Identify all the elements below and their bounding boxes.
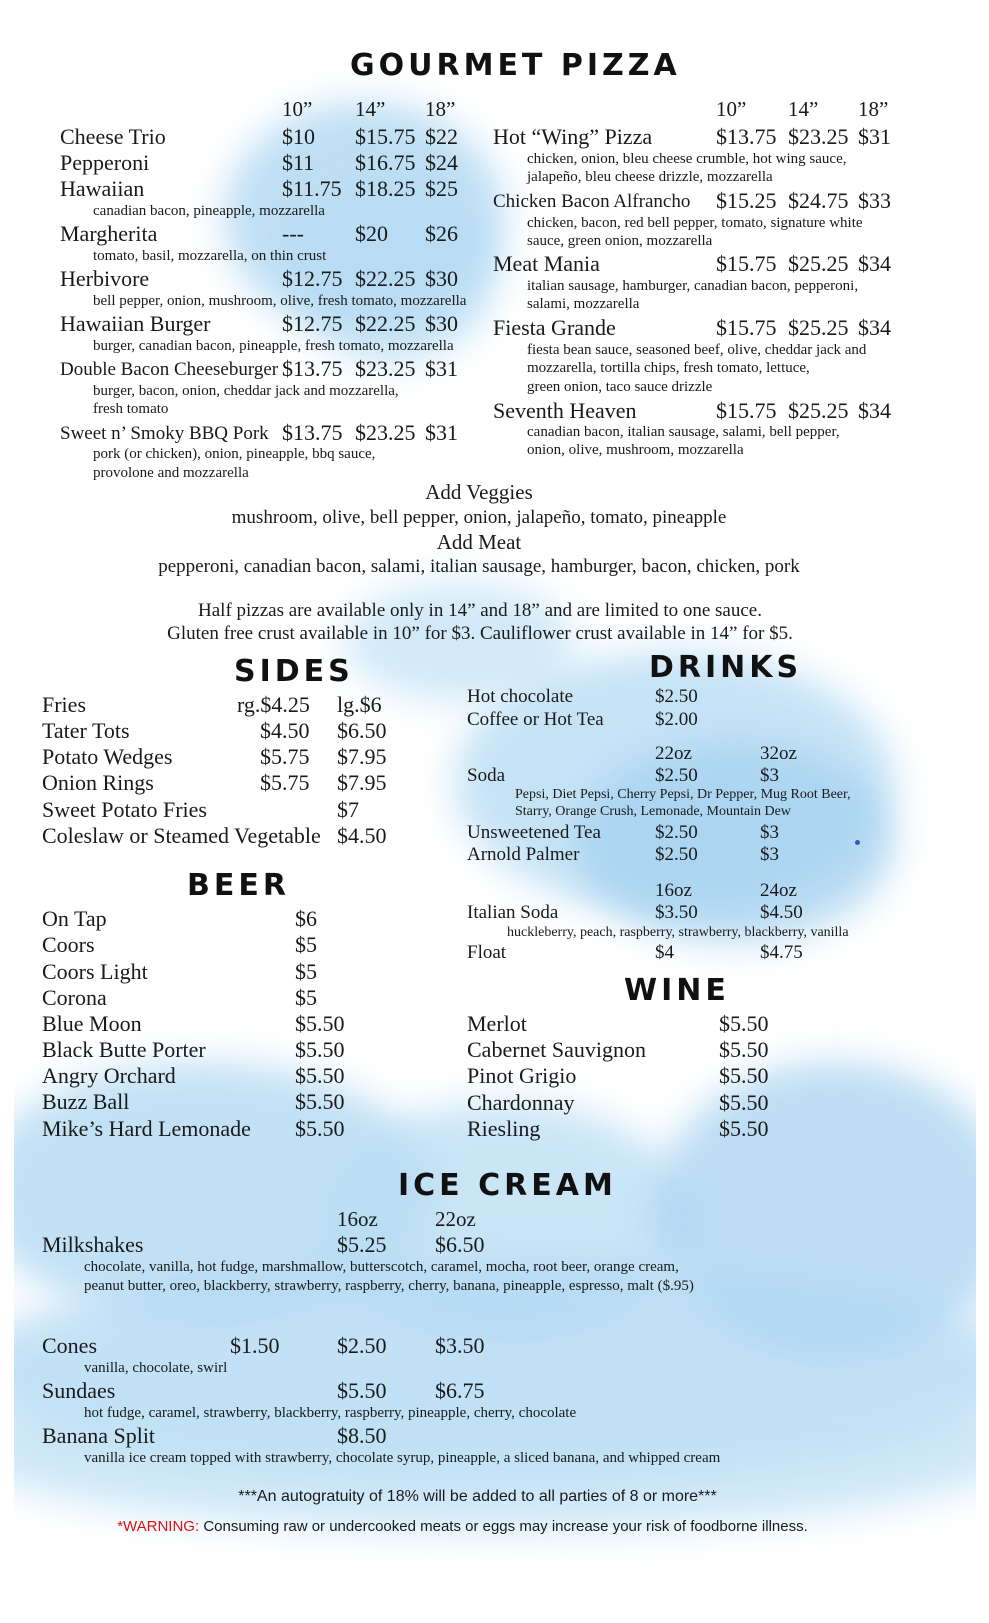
price-10: $15.75	[716, 398, 777, 423]
pizza-section-title: GOURMET PIZZA	[350, 48, 681, 83]
pizza-description: italian sausage, hamburger, canadian bacon, pepperoni,	[527, 278, 859, 294]
icecream-price: $5.50	[337, 1378, 387, 1403]
pizza-description: jalapeño, bleu cheese drizzle, mozzarella	[527, 169, 773, 185]
autogratuity-note: ***An autogratuity of 18% will be added to all parties of 8 or more***	[238, 1488, 717, 1505]
side-price-large: $7.95	[337, 744, 387, 769]
size-header-10: 10”	[716, 97, 747, 121]
size-header-14: 14”	[355, 97, 386, 121]
milkshake-flavors: peanut butter, oreo, blackberry, strawberry, raspberry, cherry, banana, pineapple, espresso, malt ($.95)	[84, 1278, 694, 1294]
side-price-large: $7	[337, 797, 359, 822]
price-18: $31	[425, 420, 458, 445]
drink-size-header: 32oz	[760, 743, 797, 764]
price-18: $31	[858, 124, 891, 149]
icecream-name: Cones	[42, 1333, 97, 1358]
side-price-regular: $5.75	[260, 744, 310, 769]
drink-size-header: 22oz	[655, 743, 692, 764]
price-18: $33	[858, 188, 891, 213]
warning-label: *WARNING:	[117, 1518, 200, 1535]
side-price-regular: $5.75	[260, 770, 310, 795]
sundae-toppings: hot fudge, caramel, strawberry, blackberry, raspberry, pineapple, cherry, chocolate	[84, 1405, 577, 1421]
beer-price: $5.50	[295, 1089, 345, 1114]
price-18: $22	[425, 124, 458, 149]
drinks-section-title: DRINKS	[649, 650, 803, 685]
drink-price: $3	[760, 844, 779, 865]
drink-name: Arnold Palmer	[467, 844, 580, 865]
beer-price: $6	[295, 906, 317, 931]
pizza-description: salami, mozzarella	[527, 296, 640, 312]
beer-price: $5	[295, 959, 317, 984]
add-meat-title: Add Meat	[436, 530, 522, 554]
price-14: $18.25	[355, 176, 416, 201]
drink-name: Soda	[467, 765, 505, 786]
wine-price: $5.50	[719, 1037, 769, 1062]
wine-price: $5.50	[719, 1090, 769, 1115]
pizza-description: sauce, green onion, mozzarella	[527, 233, 713, 249]
half-pizza-note: Half pizzas are available only in 14” and 18” and are limited to one sauce.	[198, 600, 762, 621]
add-veggies-title: Add Veggies	[425, 480, 533, 504]
price-10: $11.75	[282, 176, 342, 201]
pizza-name: Meat Mania	[493, 251, 600, 276]
drink-name: Italian Soda	[467, 902, 559, 923]
side-name: Fries	[42, 692, 86, 717]
side-price-large: lg.$6	[337, 692, 382, 717]
price-18: $34	[858, 251, 891, 276]
add-veggies-list: mushroom, olive, bell pepper, onion, jalapeño, tomato, pineapple	[231, 507, 727, 528]
price-10: $10	[282, 124, 315, 149]
price-10: $12.75	[282, 311, 343, 336]
wine-name: Merlot	[467, 1011, 527, 1036]
soda-description: Pepsi, Diet Pepsi, Cherry Pepsi, Dr Pepper, Mug Root Beer,	[515, 787, 851, 802]
icecream-price: $6.75	[435, 1378, 485, 1403]
price-10: $13.75	[716, 124, 777, 149]
pizza-description: tomato, basil, mozzarella, on thin crust	[93, 248, 327, 264]
wine-name: Riesling	[467, 1116, 541, 1141]
drink-price: $3	[760, 765, 779, 786]
price-14: $23.25	[788, 124, 849, 149]
pizza-description: burger, canadian bacon, pineapple, fresh tomato, mozzarella	[93, 338, 454, 354]
pizza-description: chicken, onion, bleu cheese crumble, hot wing sauce,	[527, 151, 847, 167]
price-14: $20	[355, 221, 388, 246]
icecream-price: $5.25	[337, 1232, 387, 1257]
icecream-price: $8.50	[337, 1423, 387, 1448]
pizza-description: canadian bacon, pineapple, mozzarella	[93, 203, 325, 219]
pizza-description: green onion, taco sauce drizzle	[527, 379, 713, 395]
price-14: $25.25	[788, 251, 849, 276]
price-10: $12.75	[282, 266, 343, 291]
warning-notice	[0, 1518, 925, 1535]
beer-section-title: BEER	[187, 868, 290, 903]
beer-name: Coors Light	[42, 959, 148, 984]
pizza-name: Chicken Bacon Alfrancho	[493, 191, 691, 212]
icecream-price: $2.50	[337, 1333, 387, 1358]
side-name: Potato Wedges	[42, 744, 173, 769]
side-price-regular: rg.$4.25	[237, 692, 310, 717]
wine-price: $5.50	[719, 1116, 769, 1141]
pizza-name: Pepperoni	[60, 150, 150, 175]
pizza-name: Margherita	[60, 221, 158, 246]
pizza-name: Hawaiian	[60, 176, 145, 201]
price-14: $25.25	[788, 398, 849, 423]
price-14: $24.75	[788, 188, 849, 213]
drink-name: Float	[467, 942, 507, 963]
side-price-large: $7.95	[337, 770, 387, 795]
beer-price: $5.50	[295, 1037, 345, 1062]
price-10: $15.75	[716, 315, 777, 340]
pizza-description: onion, olive, mushroom, mozzarella	[527, 442, 744, 458]
icecream-price: $6.50	[435, 1232, 485, 1257]
size-header-18: 18”	[425, 97, 456, 121]
pizza-description: provolone and mozzarella	[93, 465, 249, 481]
beer-price: $5.50	[295, 1063, 345, 1088]
pizza-name: Seventh Heaven	[493, 398, 637, 423]
beer-price: $5.50	[295, 1011, 345, 1036]
wine-name: Cabernet Sauvignon	[467, 1037, 647, 1062]
crust-note: Gluten free crust available in 10” for $3. Cauliflower crust available in 14” for $5.	[167, 623, 793, 644]
side-price-regular: $4.50	[260, 718, 310, 743]
price-10: $15.25	[716, 188, 777, 213]
add-meat-list: pepperoni, canadian bacon, salami, italian sausage, hamburger, bacon, chicken, pork	[158, 556, 800, 577]
wine-section-title: WINE	[624, 973, 730, 1008]
icecream-size-header: 22oz	[435, 1207, 476, 1231]
price-10: $15.75	[716, 251, 777, 276]
beer-price: $5	[295, 932, 317, 957]
beer-name: Black Butte Porter	[42, 1037, 206, 1062]
drink-name: Coffee or Hot Tea	[467, 709, 604, 730]
side-name: Coleslaw or Steamed Vegetable	[42, 823, 321, 848]
beer-name: On Tap	[42, 906, 107, 931]
banana-split-description: vanilla ice cream topped with strawberry, chocolate syrup, pineapple, a sliced banana, and whipped cream	[84, 1450, 721, 1466]
pizza-name: Sweet n’ Smoky BBQ Pork	[60, 423, 269, 444]
price-10: $11	[282, 150, 315, 175]
drink-price: $2.50	[655, 765, 698, 786]
size-header-10: 10”	[282, 97, 313, 121]
pizza-description: fiesta bean sauce, seasoned beef, olive, cheddar jack and	[527, 342, 867, 358]
pizza-name: Cheese Trio	[60, 124, 166, 149]
pizza-description: canadian bacon, italian sausage, salami, bell pepper,	[527, 424, 840, 440]
pizza-description: pork (or chicken), onion, pineapple, bbq sauce,	[93, 446, 376, 462]
drink-price: $2.50	[655, 686, 698, 707]
icecream-price: $1.50	[230, 1333, 280, 1358]
price-14: $25.25	[788, 315, 849, 340]
price-14: $15.75	[355, 124, 416, 149]
price-18: $24	[425, 150, 458, 175]
price-18: $34	[858, 398, 891, 423]
price-10: ---	[282, 221, 304, 246]
beer-name: Angry Orchard	[42, 1063, 176, 1088]
drink-price: $3.50	[655, 902, 698, 923]
size-header-14: 14”	[788, 97, 819, 121]
pizza-description: mozzarella, tortilla chips, fresh tomato, lettuce,	[527, 360, 810, 376]
icecream-name: Milkshakes	[42, 1232, 144, 1257]
price-14: $22.25	[355, 266, 416, 291]
icecream-name: Sundaes	[42, 1378, 116, 1403]
wine-name: Chardonnay	[467, 1090, 575, 1115]
drink-price: $2.50	[655, 844, 698, 865]
wine-name: Pinot Grigio	[467, 1063, 577, 1088]
soda-description: Starry, Orange Crush, Lemonade, Mountain Dew	[515, 804, 791, 819]
beer-name: Blue Moon	[42, 1011, 142, 1036]
size-header-18: 18”	[858, 97, 889, 121]
icecream-size-header: 16oz	[337, 1207, 378, 1231]
drink-price: $2.00	[655, 709, 698, 730]
drink-name: Unsweetened Tea	[467, 822, 601, 843]
side-price-large: $4.50	[337, 823, 387, 848]
wine-price: $5.50	[719, 1063, 769, 1088]
pizza-description: bell pepper, onion, mushroom, olive, fresh tomato, mozzarella	[93, 293, 467, 309]
drink-name: Hot chocolate	[467, 686, 574, 707]
beer-price: $5	[295, 985, 317, 1010]
price-14: $22.25	[355, 311, 416, 336]
cone-flavors: vanilla, chocolate, swirl	[84, 1360, 228, 1376]
side-name: Onion Rings	[42, 770, 154, 795]
side-name: Sweet Potato Fries	[42, 797, 207, 822]
drink-price: $4.75	[760, 942, 803, 963]
italian-soda-description: huckleberry, peach, raspberry, strawberry, blackberry, vanilla	[507, 925, 849, 940]
price-18: $25	[425, 176, 458, 201]
price-18: $31	[425, 356, 458, 381]
drink-size-header: 16oz	[655, 880, 692, 901]
milkshake-flavors: chocolate, vanilla, hot fudge, marshmallow, butterscotch, caramel, mocha, root beer, orange cream,	[84, 1259, 679, 1275]
pizza-name: Fiesta Grande	[493, 315, 616, 340]
price-18: $34	[858, 315, 891, 340]
beer-price: $5.50	[295, 1116, 345, 1141]
decorative-dot	[855, 840, 860, 845]
icecream-section-title: ICE CREAM	[398, 1168, 617, 1203]
icecream-price: $3.50	[435, 1333, 485, 1358]
beer-name: Mike’s Hard Lemonade	[42, 1116, 251, 1141]
price-10: $13.75	[282, 356, 343, 381]
price-14: $23.25	[355, 420, 416, 445]
beer-name: Coors	[42, 932, 95, 957]
pizza-name: Herbivore	[60, 266, 150, 291]
cloud-decoration	[574, 742, 894, 942]
pizza-name: Hawaiian Burger	[60, 311, 211, 336]
drink-price: $4.50	[760, 902, 803, 923]
beer-name: Buzz Ball	[42, 1089, 130, 1114]
pizza-description: chicken, bacon, red bell pepper, tomato, signature white	[527, 215, 863, 231]
pizza-description: burger, bacon, onion, cheddar jack and mozzarella,	[93, 383, 399, 399]
drink-price: $3	[760, 822, 779, 843]
drink-price: $4	[655, 942, 674, 963]
wine-price: $5.50	[719, 1011, 769, 1036]
side-name: Tater Tots	[42, 718, 130, 743]
price-14: $23.25	[355, 356, 416, 381]
price-18: $30	[425, 266, 458, 291]
price-14: $16.75	[355, 150, 416, 175]
side-price-large: $6.50	[337, 718, 387, 743]
cloud-decoration	[14, 1362, 976, 1532]
beer-name: Corona	[42, 985, 107, 1010]
warning-text: Consuming raw or undercooked meats or eggs may increase your risk of foodborne illness.	[199, 1518, 808, 1535]
price-18: $26	[425, 221, 458, 246]
sides-section-title: SIDES	[234, 654, 354, 689]
icecream-name: Banana Split	[42, 1423, 156, 1448]
price-10: $13.75	[282, 420, 343, 445]
price-18: $30	[425, 311, 458, 336]
pizza-name: Hot “Wing” Pizza	[493, 124, 653, 149]
pizza-name: Double Bacon Cheeseburger	[60, 359, 279, 380]
pizza-description: fresh tomato	[93, 401, 169, 417]
drink-price: $2.50	[655, 822, 698, 843]
drink-size-header: 24oz	[760, 880, 797, 901]
